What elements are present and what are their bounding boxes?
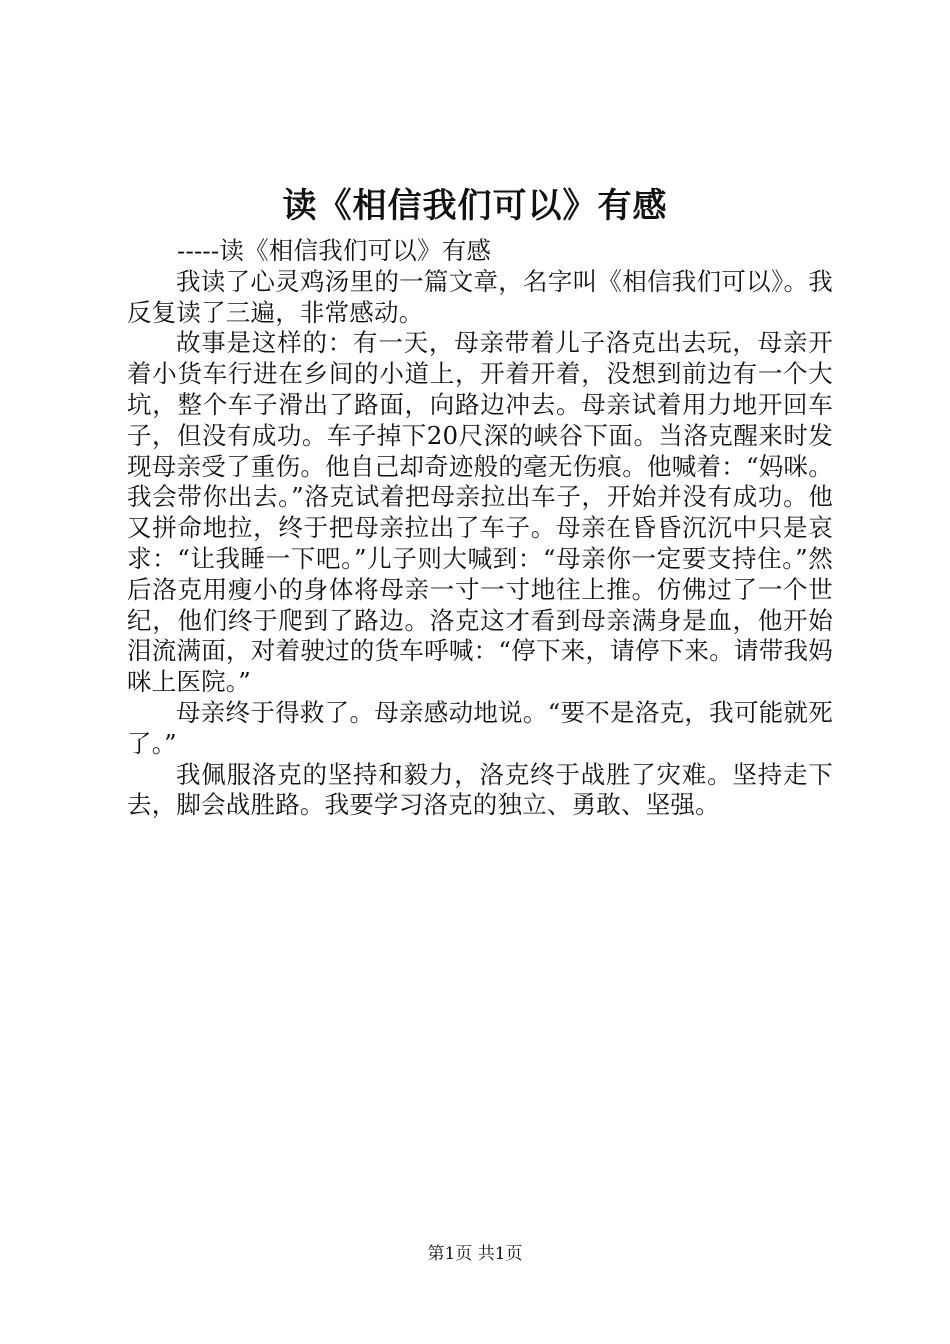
page-title: 读《相信我们可以》有感 [282,186,668,226]
paragraph-4: 我佩服洛克的坚持和毅力，洛克终于战胜了灾难。坚持走下去，脚会战胜路。我要学习洛克的独立、勇敢、坚强。 [127,759,833,820]
article-body [127,236,833,821]
paragraph-3: 母亲终于得救了。母亲感动地说。“要不是洛克，我可能就死了。” [127,697,833,758]
paragraph-1: 我读了心灵鸡汤里的一篇文章，名字叫《相信我们可以》。我反复读了三遍，非常感动。 [127,266,833,327]
paragraph-2: 故事是这样的：有一天，母亲带着儿子洛克出去玩，母亲开着小货车行进在乡间的小道上，开着开着，没想到前边有一个大坑，整个车子滑出了路面，向路边冲去。母亲试着用力地开回车子，但没有成功。车子掉下20尺深的峡谷下面。当洛克醒来时发现母亲受了重伤。他自己却奇迹般的毫无伤痕。他喊着：“妈咪。我会带你出去。”洛克试着把母亲拉出车子，开始并没有成功。他又拼命地拉，终于把母亲拉出了车子。母亲在昏昏沉沉中只是哀求：“让我睡一下吧。”儿子则大喊到：“母亲你一定要支持住。”然后洛克用瘦小的身体将母亲一寸一寸地往上推。仿佛过了一个世纪，他们终于爬到了路边。洛克这才看到母亲满身是血，他开始泪流满面，对着驶过的货车呼喊：“停下来，请停下来。请带我妈咪上医院。” [127,328,833,697]
article-subtitle: -----读《相信我们可以》有感 [177,236,492,265]
page-footer: 第1页 共1页 [427,1244,523,1264]
